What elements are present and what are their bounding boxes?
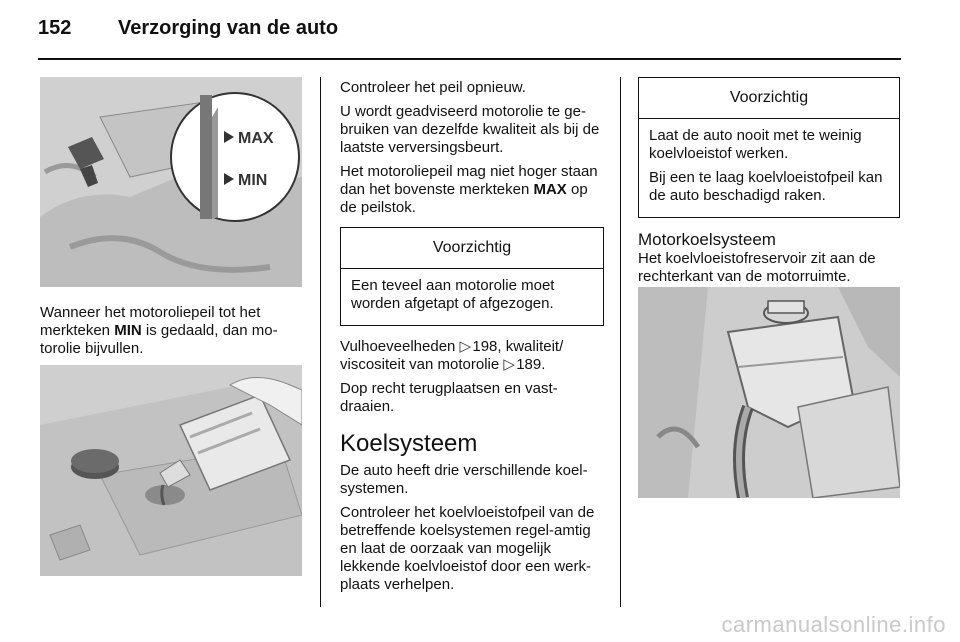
reference-arrow-icon: ▷ — [459, 338, 472, 355]
watermark: carmanualsonline.info — [721, 612, 946, 637]
caution-text: Een teveel aan motorolie moet worden afgetapt of afgezogen. — [351, 277, 555, 312]
paragraph-oil-quality: U wordt geadviseerd motorolie te ge-bruiken van dezelfde kwaliteit als bij de laatste verversingsbeurt. — [340, 103, 600, 156]
dipstick-illustration — [40, 77, 302, 287]
paragraph-max-level: Het motoroliepeil mag niet hoger staan dan het bovenste merkteken MAX op de peilstok. — [340, 163, 598, 216]
engine-dipstick-drawing — [40, 77, 302, 287]
paragraph-coolant-check: Controleer het koelvloeistofpeil van de betreffende koelsystemen regel-amtig en laat de oorzaak van mogelijk lekkende koelvloeistof door een werk-plaats verhelpen. — [340, 504, 595, 593]
section-heading-engine-cooling: Motorkoelsysteem — [638, 230, 776, 249]
caution-text-1: Laat de auto nooit met te weinig koelvloeistof werken. — [649, 127, 862, 162]
caution-title: Voorzichtig — [639, 78, 899, 119]
coolant-reservoir-drawing — [638, 287, 900, 498]
column-divider-1 — [320, 77, 321, 607]
oil-bottle-drawing — [40, 365, 302, 576]
paragraph-cap-replace: Dop recht terugplaatsen en vast-draaien. — [340, 380, 558, 415]
min-label: MIN — [238, 172, 268, 189]
max-label: MAX — [238, 130, 274, 147]
page-reference-link[interactable]: 198 — [472, 338, 498, 355]
page-title: Verzorging van de auto — [118, 16, 339, 39]
section-heading-cooling: Koelsysteem — [340, 430, 478, 457]
caution-text-2: Bij een te laag koelvloeistofpeil kan de auto beschadigd raken. — [649, 169, 883, 204]
column-divider-2 — [620, 77, 621, 607]
paragraph-capacities: Vulhoeveelheden ▷ 198, kwaliteit/ viscositeit van motorolie ▷ 189. — [340, 338, 564, 373]
caution-box-oil — [340, 227, 604, 326]
min-term: MIN — [114, 322, 142, 339]
caution-box-coolant — [638, 77, 900, 218]
column-1-text — [40, 304, 308, 364]
coolant-reservoir-illustration — [638, 287, 900, 498]
column-2 — [340, 79, 604, 600]
page-header — [38, 8, 338, 48]
paragraph-min-refill: Wanneer het motoroliepeil tot het merkteken MIN is gedaald, dan mo-torolie bijvullen. — [40, 304, 278, 357]
paragraph-reservoir-location: Het koelvloeistofreservoir zit aan de rechterkant van de motorruimte. — [638, 250, 876, 285]
reference-arrow-icon: ▷ — [503, 356, 515, 373]
header-rule — [38, 58, 901, 60]
page-reference-link[interactable]: 189 — [516, 356, 542, 373]
caution-title: Voorzichtig — [341, 228, 603, 269]
paragraph-cooling-systems: De auto heeft drie verschillende koel-systemen. — [340, 462, 588, 497]
oil-pouring-illustration — [40, 365, 302, 576]
column-3 — [638, 77, 900, 292]
max-term: MAX — [533, 181, 567, 198]
paragraph-check-level: Controleer het peil opnieuw. — [340, 79, 526, 96]
page-number: 152 — [38, 16, 72, 39]
